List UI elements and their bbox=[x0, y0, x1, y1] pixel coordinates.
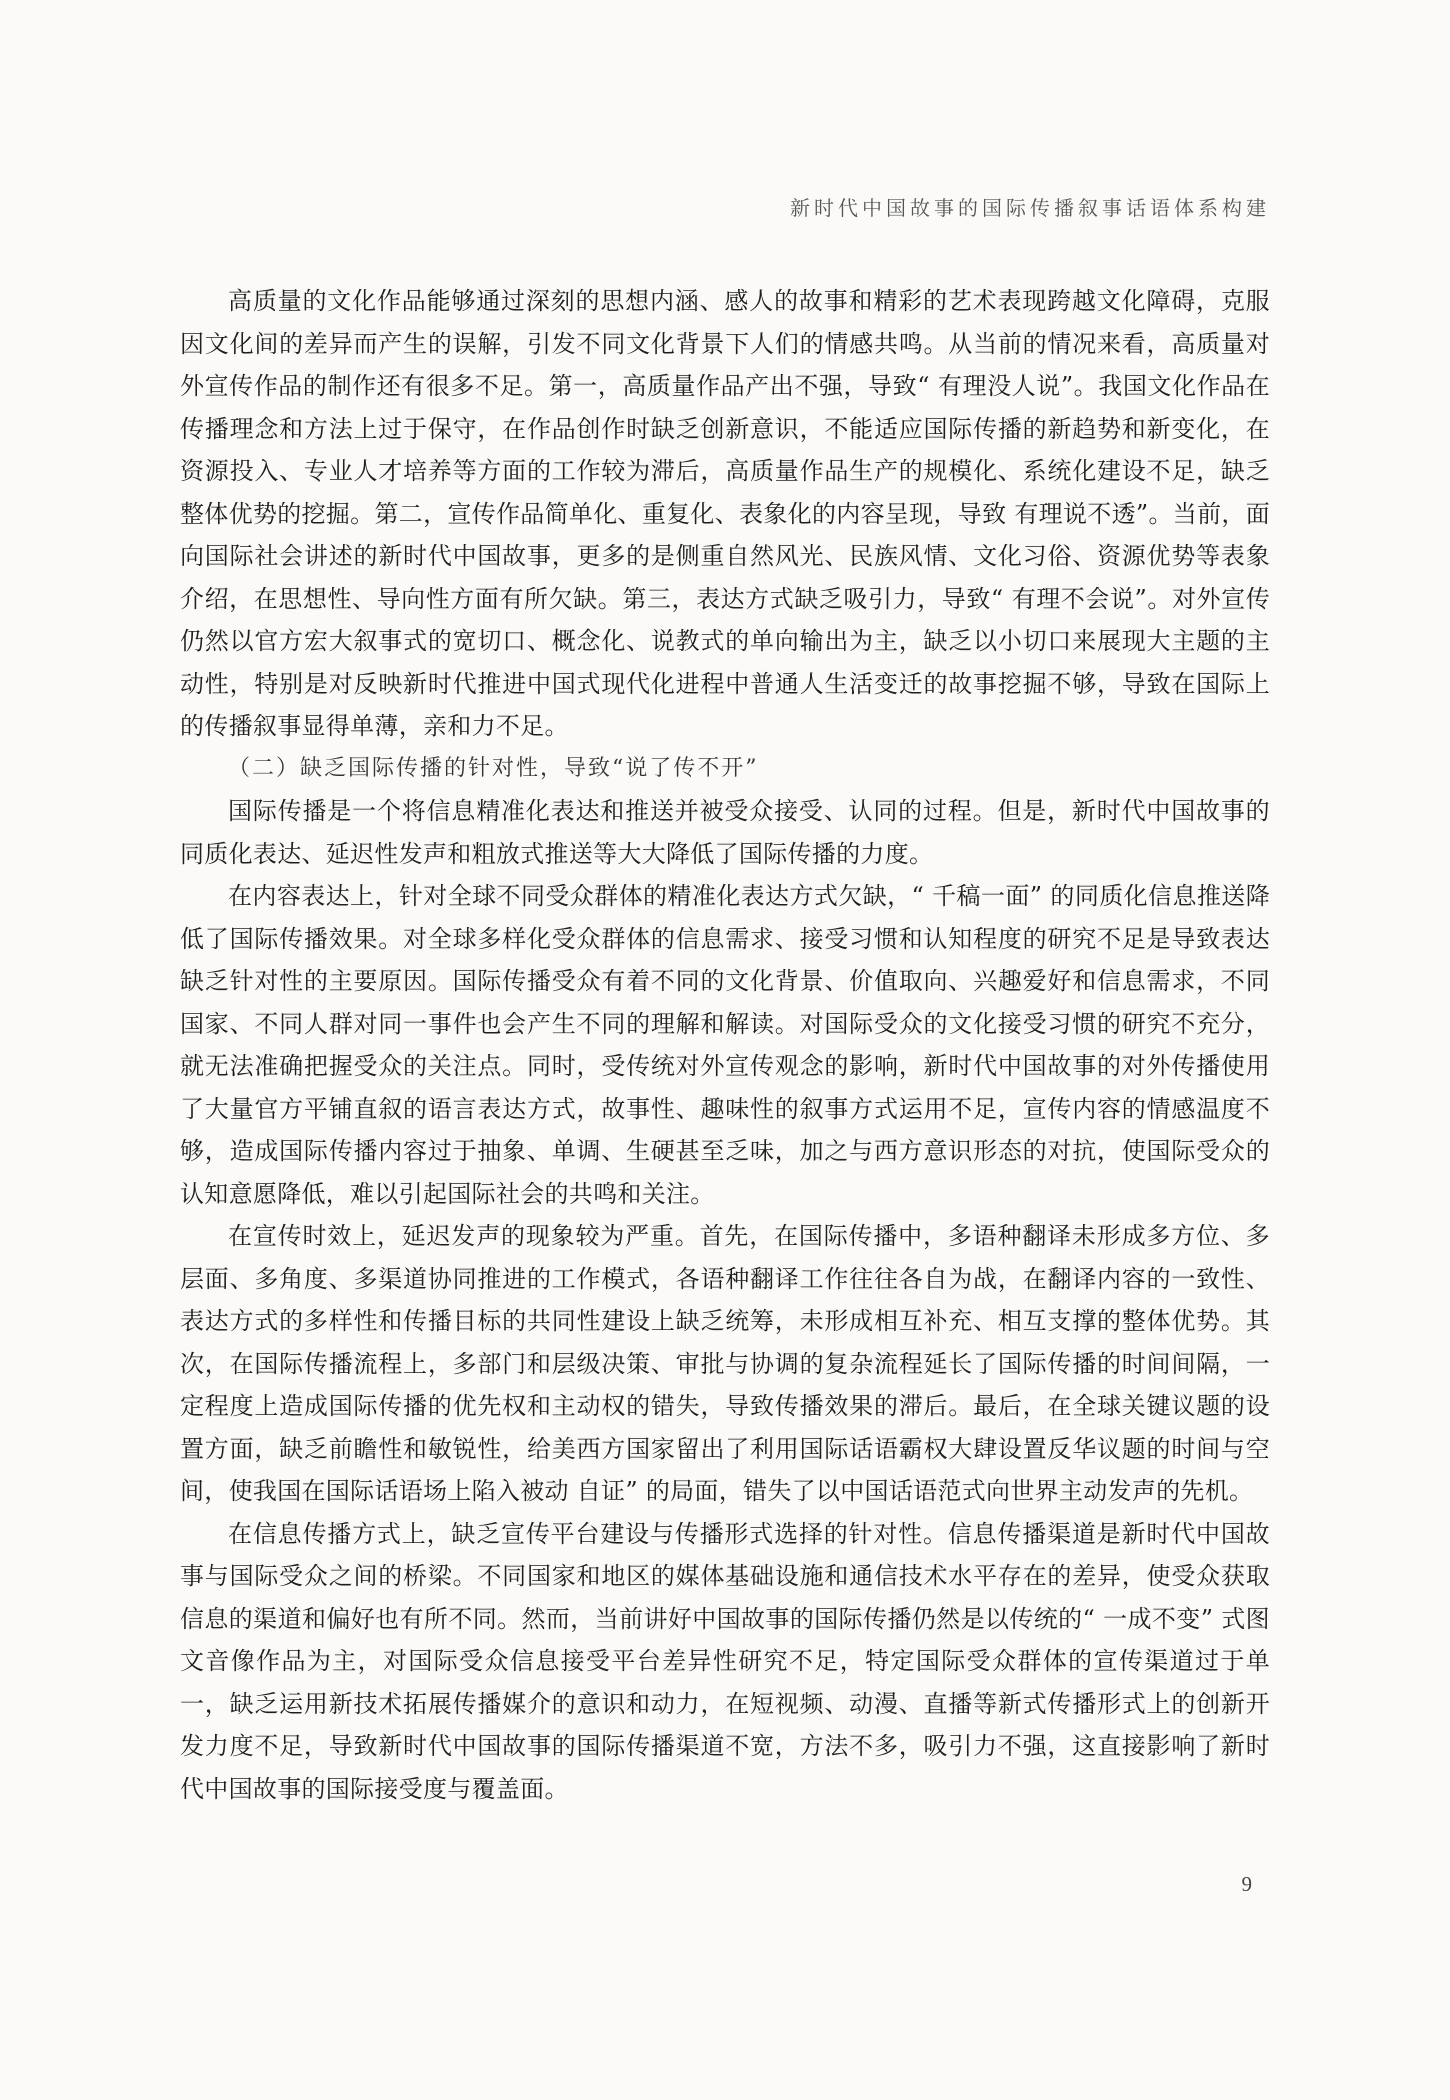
section-subheading: （二）缺乏国际传播的针对性，导致“说了传不开” bbox=[228, 755, 759, 781]
paragraph: 在内容表达上，针对全球不同受众群体的精准化表达方式欠缺，“ 千稿一面” 的同质化信息推送降低了国际传播效果。对全球多样化受众群体的信息需求、接受习惯和认知程度的研究不足是导致表达缺乏针对性的主要原因。国际传播受众有着不同的文化背景、价值取向、兴趣爱好和信息需求，不同国家、不同人群对同一事件也会产生不同的理解和解读。对国际受众的文化接受习惯的研究不充分，就无法准确把握受众的关注点。同时，受传统对外宣传观念的影响，新时代中国故事的对外传播使用了大量官方平铺直叙的语言表达方式，故事性、趣味性的叙事方式运用不足，宣传内容的情感温度不够，造成国际传播内容过于抽象、单调、生硬甚至乏味，加之与西方意识形态的对抗，使国际受众的认知意愿降低，难以引起国际社会的共鸣和关注。 bbox=[180, 882, 1270, 1208]
paragraph: 在宣传时效上，延迟发声的现象较为严重。首先，在国际传播中，多语种翻译未形成多方位、多层面、多角度、多渠道协同推进的工作模式，各语种翻译工作往往各自为战，在翻译内容的一致性、表达方式的多样性和传播目标的共同性建设上缺乏统筹，未形成相互补充、相互支撑的整体优势。其次，在国际传播流程上，多部门和层级决策、审批与协调的复杂流程延长了国际传播的时间间隔，一定程度上造成国际传播的优先权和主动权的错失，导致传播效果的滞后。最后，在全球关键议题的设置方面，缺乏前瞻性和敏锐性，给美西方国家留出了利用国际话语霸权大肆设置反华议题的时间与空间，使我国在国际话语场上陷入被动 自证” 的局面，错失了以中国话语范式向世界主动发声的先机。 bbox=[180, 1222, 1270, 1505]
running-header: 新时代中国故事的国际传播叙事话语体系构建 bbox=[790, 196, 1270, 220]
paragraph: 在信息传播方式上，缺乏宣传平台建设与传播形式选择的针对性。信息传播渠道是新时代中国故事与国际受众之间的桥梁。不同国家和地区的媒体基础设施和通信技术水平存在的差异，使受众获取信息的渠道和偏好也有所不同。然而，当前讲好中国故事的国际传播仍然是以传统的“ 一成不变” 式图文音像作品为主，对国际受众信息接受平台差异性研究不足，特定国际受众群体的宣传渠道过于单一，缺乏运用新技术拓展传播媒介的意识和动力，在短视频、动漫、直播等新式传播形式上的创新开发力度不足，导致新时代中国故事的国际传播渠道不宽，方法不多，吸引力不强，这直接影响了新时代中国故事的国际接受度与覆盖面。 bbox=[180, 1519, 1270, 1803]
paragraph: 高质量的文化作品能够通过深刻的思想内涵、感人的故事和精彩的艺术表现跨越文化障碍，克服因文化间的差异而产生的误解，引发不同文化背景下人们的情感共鸣。从当前的情况来看，高质量对外宣传作品的制作还有很多不足。第一，高质量作品产出不强，导致“ 有理没人说”。我国文化作品在传播理念和方法上过于保守，在作品创作时缺乏创新意识，不能适应国际传播的新趋势和新变化，在资源投入、专业人才培养等方面的工作较为滞后，高质量作品生产的规模化、系统化建设不足，缺乏整体优势的挖掘。第二，宣传作品简单化、重复化、表象化的内容呈现，导致 有理说不透”。当前，面向国际社会讲述的新时代中国故事，更多的是侧重自然风光、民族风情、文化习俗、资源优势等表象介绍，在思想性、导向性方面有所欠缺。第三，表达方式缺乏吸引力，导致“ 有理不会说”。对外宣传仍然以官方宏大叙事式的宽切口、概念化、说教式的单向输出为主，缺乏以小切口来展现大主题的主动性，特别是对反映新时代推进中国式现代化进程中普通人生活变迁的故事挖掘不够，导致在国际上的传播叙事显得单薄，亲和力不足。 bbox=[180, 287, 1270, 740]
paragraph: 国际传播是一个将信息精准化表达和推送并被受众接受、认同的过程。但是，新时代中国故事的同质化表达、延迟性发声和粗放式推送等大大降低了国际传播的力度。 bbox=[180, 797, 1270, 868]
page-number: 9 bbox=[1241, 1872, 1252, 1896]
article-body bbox=[180, 280, 1270, 1810]
